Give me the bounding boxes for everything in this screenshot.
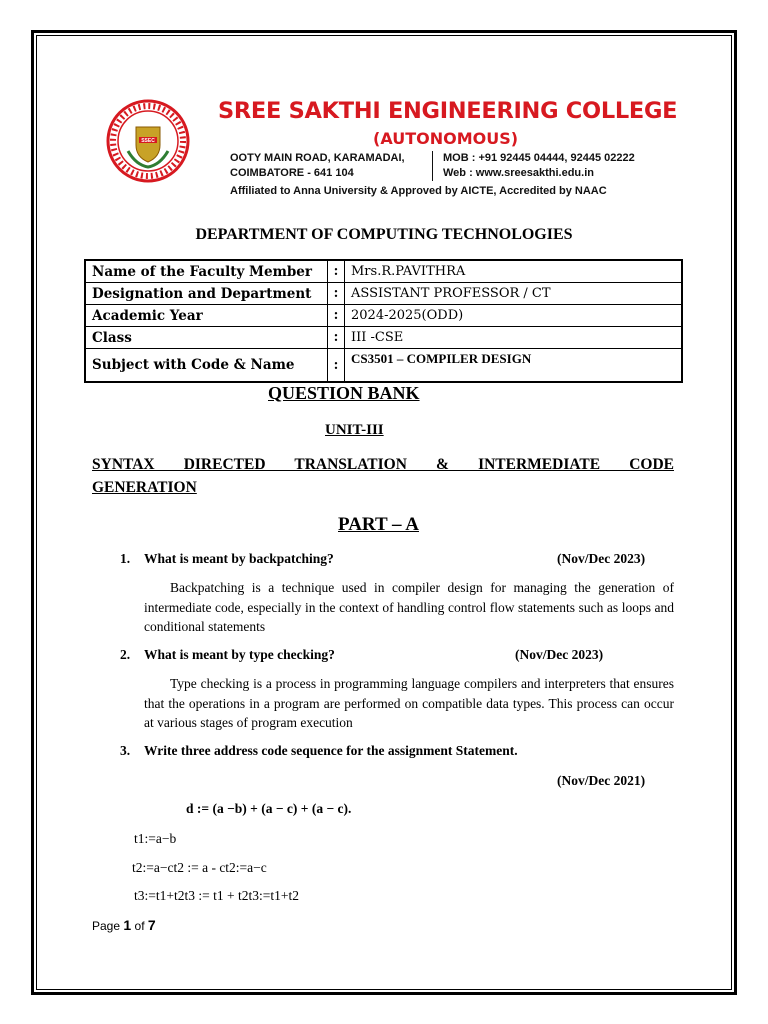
- mobile-number: MOB : +91 92445 04444, 92445 02222: [443, 152, 635, 164]
- info-label: Academic Year: [85, 305, 328, 327]
- info-value: 2024-2025(ODD): [345, 305, 683, 327]
- info-value: ASSISTANT PROFESSOR / CT: [345, 283, 683, 305]
- table-row: [85, 260, 682, 283]
- page-footer: [92, 917, 156, 933]
- address-line-1: OOTY MAIN ROAD, KARAMADAI,: [230, 152, 405, 164]
- question-number: 1.: [120, 551, 131, 566]
- table-row: [85, 349, 682, 383]
- unit-title: UNIT-III: [325, 422, 384, 438]
- info-colon: :: [328, 349, 345, 383]
- code-line: t1:=a−b: [134, 831, 177, 846]
- footer-of-word: of: [134, 919, 145, 933]
- info-label: Class: [85, 327, 328, 349]
- college-seal-logo: [106, 99, 190, 183]
- autonomous-label: (AUTONOMOUS): [373, 129, 519, 148]
- question-text: Write three address code sequence for the assignment Statement.: [144, 743, 518, 758]
- info-label: Name of the Faculty Member: [85, 260, 328, 283]
- footer-total-pages: 7: [147, 917, 156, 933]
- college-name: SREE SAKTHI ENGINEERING COLLEGE: [218, 98, 678, 124]
- info-value: CS3501 – COMPILER DESIGN: [345, 349, 683, 383]
- question-number: 3.: [120, 743, 131, 758]
- question-date: (Nov/Dec 2021): [557, 773, 646, 788]
- info-value: Mrs.R.PAVITHRA: [345, 260, 683, 283]
- info-value: III -CSE: [345, 327, 683, 349]
- info-colon: :: [328, 260, 345, 283]
- affiliation-line: Affiliated to Anna University & Approved by AICTE, Accredited by NAAC: [230, 185, 607, 197]
- question-text: What is meant by backpatching?: [144, 551, 334, 566]
- info-colon: :: [328, 327, 345, 349]
- faculty-info-table: [84, 259, 683, 383]
- footer-page-word: Page: [92, 919, 121, 933]
- seal-text: SSEC: [141, 138, 155, 144]
- part-title: PART – A: [338, 514, 419, 535]
- info-label: Subject with Code & Name: [85, 349, 328, 383]
- question-date: (Nov/Dec 2023): [515, 647, 604, 662]
- question-number: 2.: [120, 647, 131, 662]
- table-row: [85, 327, 682, 349]
- department-title: DEPARTMENT OF COMPUTING TECHNOLOGIES: [195, 226, 573, 243]
- question-date: (Nov/Dec 2023): [557, 551, 646, 566]
- address-separator: [432, 151, 433, 181]
- answer-2: [144, 674, 674, 733]
- answer-1: [144, 578, 674, 637]
- address-line-2: COIMBATORE - 641 104: [230, 167, 354, 179]
- question-bank-title: QUESTION BANK: [268, 383, 420, 403]
- info-colon: :: [328, 283, 345, 305]
- assignment-formula: d := (a −b) + (a − c) + (a − c).: [186, 801, 352, 816]
- info-colon: :: [328, 305, 345, 327]
- table-row: [85, 283, 682, 305]
- unit-subtitle-line-1: SYNTAX DIRECTED TRANSLATION & INTERMEDIATE CODE: [92, 456, 674, 473]
- code-line: t3:=t1+t2t3 := t1 + t2t3:=t1+t2: [134, 888, 299, 903]
- question-text: What is meant by type checking?: [144, 647, 335, 662]
- info-label: Designation and Department: [85, 283, 328, 305]
- code-line: t2:=a−ct2 := a - ct2:=a−c: [132, 860, 267, 875]
- answer-text: Backpatching is a technique used in compiler design for managing the generation of intermediate code, especially in the context of handling control flow statements such as loops and conditional statements: [144, 580, 674, 634]
- website: Web : www.sreesakthi.edu.in: [443, 167, 594, 179]
- unit-subtitle-line-2: GENERATION: [92, 479, 197, 496]
- college-header: [92, 93, 696, 211]
- answer-text: Type checking is a process in programming language compilers and interpreters that ensures that the operations in a program are performed on compatible data types. This process can occur at various stages of program execution: [144, 676, 674, 730]
- footer-current-page: 1: [123, 917, 132, 933]
- table-row: [85, 305, 682, 327]
